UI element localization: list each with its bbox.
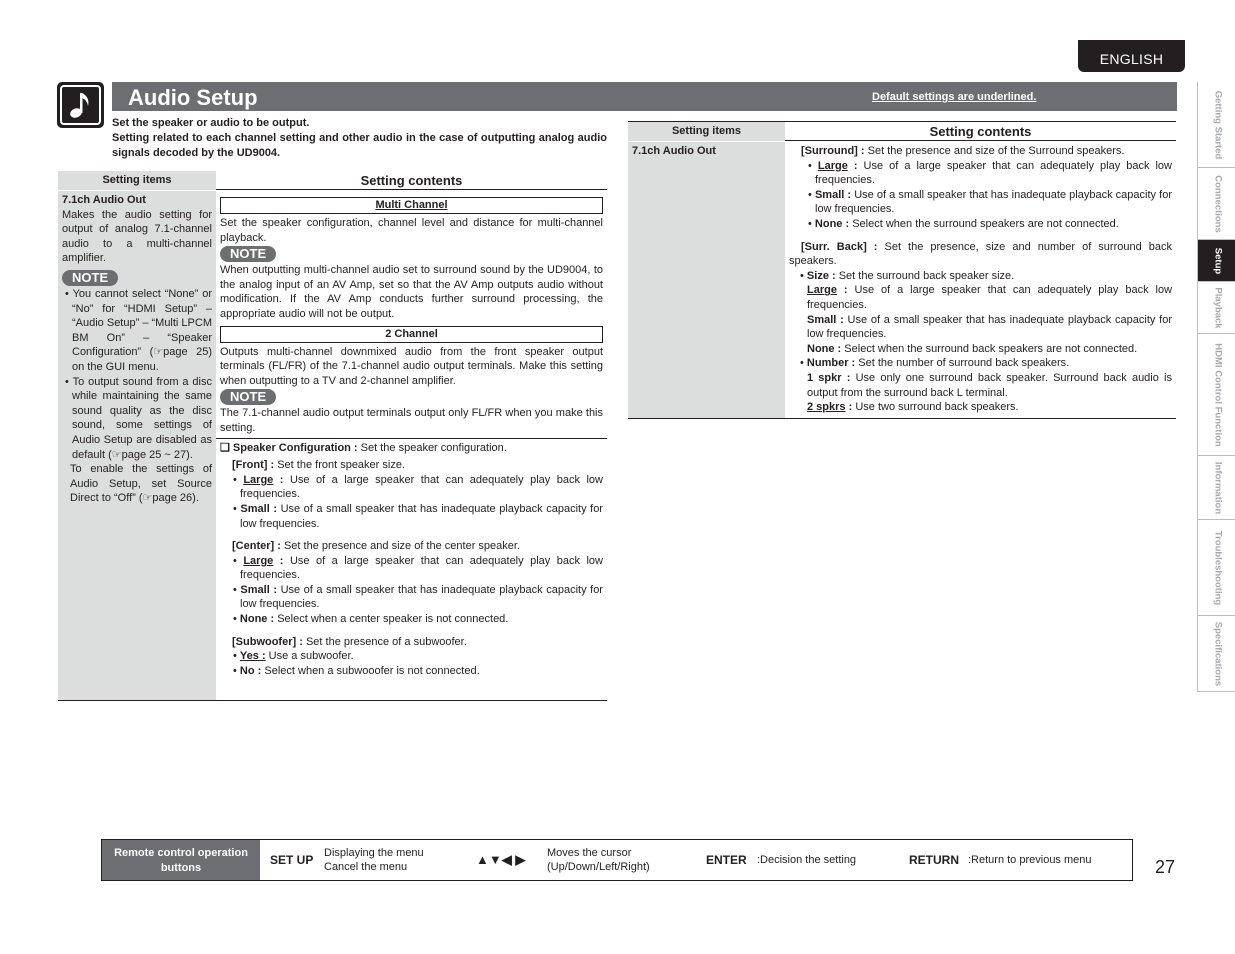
page-title: Audio Setup	[128, 85, 258, 110]
header-setting-items: Setting items	[58, 171, 216, 190]
center-large: • Large : Use of a large speaker that can adequately play back low frequencies.	[233, 554, 603, 582]
item-title: 7.1ch Audio Out	[632, 145, 716, 157]
intro-line1: Set the speaker or audio to be output.	[112, 117, 310, 129]
speaker-config: ❏ Speaker Configuration : Set the speaker configuration.	[220, 441, 507, 454]
arrow-keys-icon: ▲▼◀ ▶	[476, 852, 526, 867]
side-nav-setup[interactable]: Setup	[1198, 240, 1235, 282]
center-setting: [Center] : Set the presence and size of the center speaker.	[232, 540, 520, 553]
return-key: RETURN	[909, 853, 959, 867]
enter-desc: :Decision the setting	[757, 854, 857, 866]
note-badge: NOTE	[220, 246, 276, 262]
note-badge: NOTE	[220, 389, 276, 405]
side-nav	[1197, 82, 1235, 692]
intro-line2: Setting related to each channel setting and other audio in the case of outputting analog audio signals decoded by the UD9004.	[112, 132, 607, 159]
multi-channel-heading: Multi Channel	[220, 197, 603, 214]
surr-back-one: 1 spkr : Use only one surround back speaker. Surround back audio is output from the surround back L terminal.	[807, 371, 1172, 399]
note-badge: NOTE	[62, 270, 118, 286]
side-nav-playback[interactable]: Playback	[1198, 282, 1235, 334]
setup-key: SET UP	[270, 853, 314, 867]
surround-setting: [Surround] : Set the presence and size of the Surround speakers.	[801, 145, 1125, 157]
front-small: • Small : Use of a small speaker that has inadequate playback capacity for low frequencies.	[233, 502, 603, 530]
surr-back-size: • Size : Set the surround back speaker size.	[800, 269, 1015, 282]
setup-desc: Displaying the menu Cancel the menu	[324, 847, 424, 873]
side-nav-hdmi-control[interactable]: HDMI Control Function	[1198, 334, 1235, 456]
header-setting-contents: Setting contents	[360, 173, 463, 188]
left-settings-table	[58, 171, 607, 702]
language-tab[interactable]: ENGLISH	[1078, 40, 1185, 72]
surr-back-large: Large : Use of a large speaker that can adequately play back low frequencies.	[807, 284, 1173, 311]
surr-back-number: • Number : Set the number of surround back speakers.	[800, 357, 1070, 370]
side-nav-getting-started[interactable]: Getting Started	[1198, 82, 1235, 168]
arrows-desc: Moves the cursor (Up/Down/Left/Right)	[547, 847, 650, 873]
side-nav-troubleshooting[interactable]: Troubleshooting	[1198, 520, 1235, 616]
front-large: • Large : Use of a large speaker that can adequately play back low frequencies.	[233, 473, 603, 501]
title-bar	[112, 82, 1177, 111]
surr-back-none: None : Select when the surround back speakers are not connected.	[807, 342, 1138, 355]
surr-back-two: 2 spkrs : Use two surround back speakers.	[807, 401, 1019, 414]
multi-channel-desc: Set the speaker configuration, channel level and distance for multi-channel playback.	[220, 217, 603, 244]
remote-control-legend	[101, 839, 1133, 881]
surround-none: • None : Select when the surround speakers are not connected.	[808, 217, 1119, 230]
side-nav-connections[interactable]: Connections	[1198, 168, 1235, 240]
left-item-column	[58, 191, 216, 701]
two-channel-heading: 2 Channel	[220, 326, 603, 343]
front-setting: [Front] : Set the front speaker size.	[232, 459, 406, 472]
subwoofer-no: • No : Select when a subwooofer is not connected.	[233, 664, 480, 677]
note-bullet: • You cannot select “None” or “No” for “HDMI Setup” – “Audio Setup” – “Multi LPCM BM On” – “Speaker Configuration” (☞page 25) on the GUI menu.	[65, 287, 212, 373]
side-nav-specifications[interactable]: Specifications	[1198, 616, 1235, 692]
surr-back-small: Small : Use of a small speaker that has inadequate playback capacity for low frequencies.	[807, 313, 1172, 341]
remote-legend-label: Remote control operation buttons	[102, 840, 260, 880]
subwoofer-yes: • Yes : Use a subwoofer.	[233, 650, 354, 663]
header-setting-items: Setting items	[628, 122, 785, 141]
center-small: • Small : Use of a small speaker that has inadequate playback capacity for low frequencies.	[233, 583, 603, 611]
multi-channel-note: When outputting multi-channel audio set to surround sound by the UD9004, to the analog input of an AV Amp, set so that the AV Amp outputs audio without modification. If the AV Amp conducts further surround processing, the appropriate audio will not be output.	[220, 264, 603, 320]
surround-small: • Small : Use of a small speaker that has inadequate playback capacity for low frequencies.	[808, 188, 1172, 216]
note-bullet: • To output sound from a disc while maintaining the same sound quality as the disc sound, some settings of Audio Setup are disabled as default (☞page 25 ~ 27).	[65, 375, 212, 461]
surround-large: • Large : Use of a large speaker that can adequately play back low frequencies.	[808, 159, 1172, 187]
page-number: 27	[1155, 857, 1176, 877]
left-contents-column	[216, 191, 607, 680]
return-desc: :Return to previous menu	[968, 854, 1092, 866]
subwoofer-setting: [Subwoofer] : Set the presence of a subwoofer.	[232, 635, 467, 648]
item-title: 7.1ch Audio Out	[62, 194, 146, 206]
music-note-icon	[57, 82, 104, 128]
surr-back-setting: [Surr. Back] : Set the presence, size and number of surround back speakers.	[789, 240, 1172, 268]
note-bullet-continued: To enable the settings of Audio Setup, set Source Direct to “Off” (☞page 26).	[70, 463, 212, 505]
right-item-column	[628, 142, 785, 418]
default-settings-note: Default settings are underlined.	[872, 91, 1037, 103]
intro-text	[112, 116, 607, 161]
side-nav-information[interactable]: Information	[1198, 456, 1235, 520]
enter-key: ENTER	[706, 853, 747, 867]
two-channel-note: The 7.1-channel audio output terminals output only FL/FR when you make this setting.	[220, 407, 603, 434]
header-setting-contents: Setting contents	[929, 124, 1032, 139]
two-channel-desc: Outputs multi-channel downmixed audio from the front speaker output terminals (FL/FR) of the 7.1-channel audio output terminals. Make this setting when outputting to a TV and 2-channel amplifier.	[220, 345, 603, 387]
center-none: • None : Select when a center speaker is not connected.	[233, 613, 509, 626]
right-settings-table	[628, 121, 1176, 419]
item-description: Makes the audio setting for output of analog 7.1-channel audio to a multi-channel amplifier.	[62, 208, 212, 265]
right-contents-column	[785, 142, 1176, 417]
